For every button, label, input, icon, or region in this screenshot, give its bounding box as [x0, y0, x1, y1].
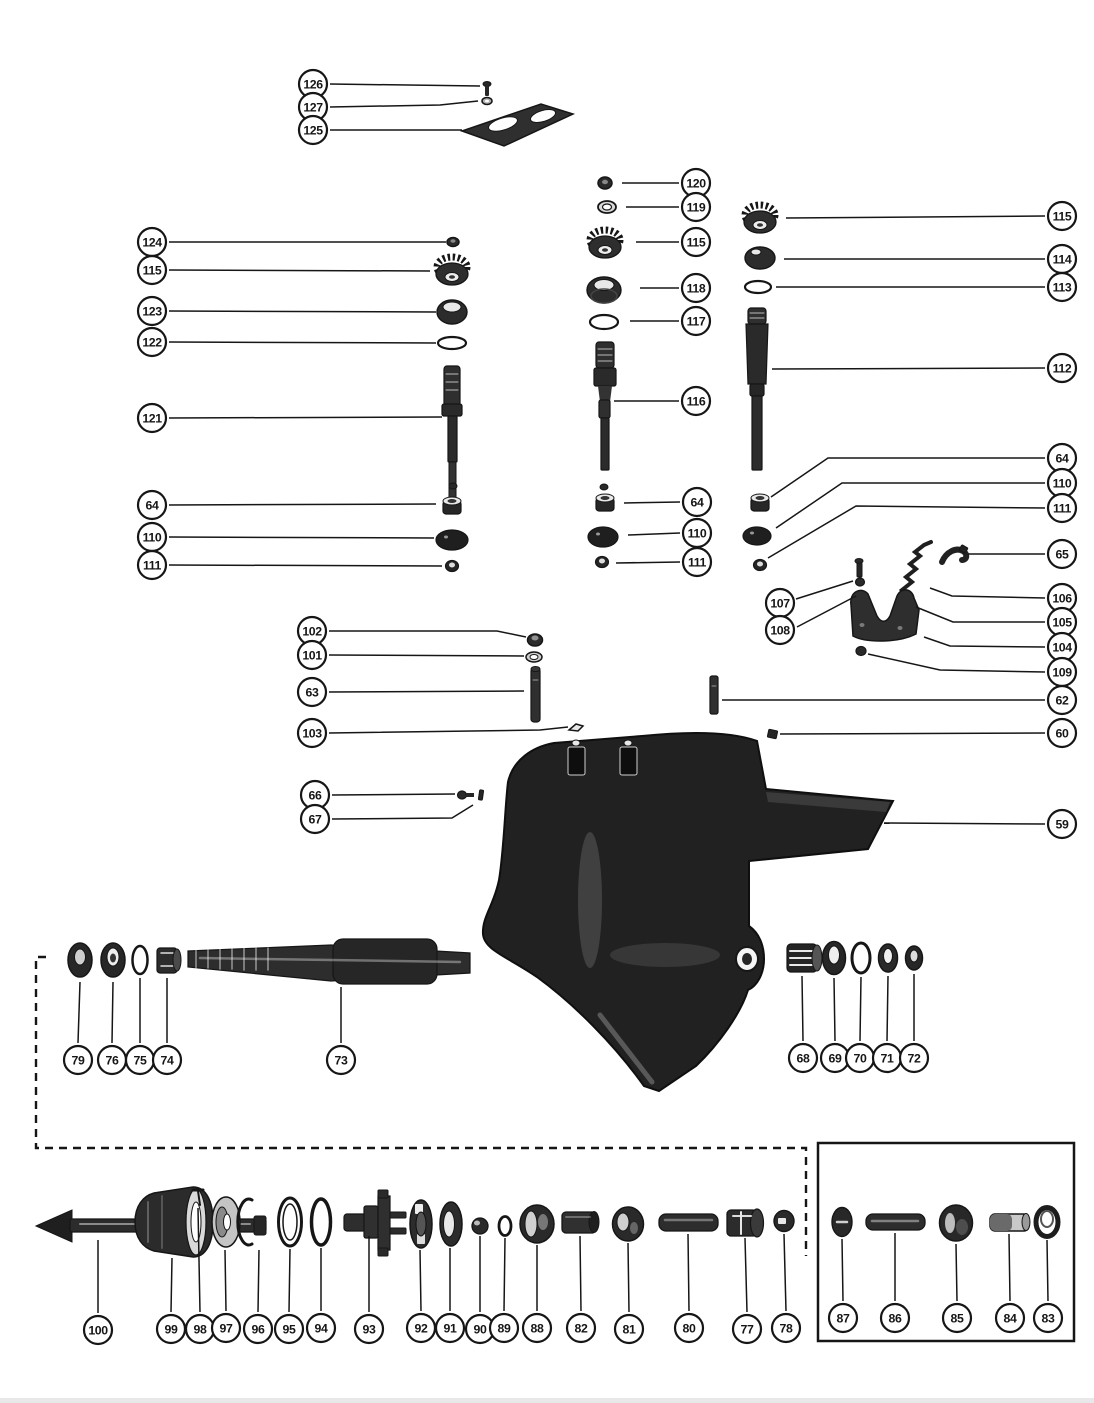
callout-number: 127	[303, 100, 323, 115]
callout-number: 75	[133, 1053, 147, 1068]
leader-line	[1009, 1234, 1010, 1301]
part-seal-111-left	[446, 561, 459, 572]
callout-number: 88	[530, 1321, 544, 1336]
leader-line	[258, 1250, 259, 1312]
callout-number: 108	[770, 623, 790, 638]
part-roller-pin-80	[659, 1214, 718, 1231]
part-taper-bearing-110-right	[743, 527, 771, 545]
callout-number: 80	[682, 1321, 696, 1336]
part-water-pump-washer	[482, 98, 492, 105]
callout-number: 93	[362, 1322, 376, 1337]
leader-line	[332, 794, 455, 795]
part-taper-bearing-110-mid	[588, 527, 618, 547]
callout-number: 64	[145, 498, 159, 513]
callout-number: 116	[686, 394, 706, 409]
leader-line	[624, 502, 680, 503]
callout-number: 105	[1052, 615, 1072, 630]
leader-line	[780, 733, 1045, 734]
callout-number: 86	[888, 1311, 902, 1326]
part-block-60	[767, 729, 777, 739]
part-pinion-nut-120	[598, 177, 612, 189]
callout-number: 107	[770, 596, 790, 611]
part-bearing-114	[745, 247, 775, 269]
part-dowel-pin-62	[710, 676, 718, 714]
callout-number: 79	[71, 1053, 85, 1068]
part-taper-bearing-110-left	[436, 530, 468, 550]
callout-number: 96	[251, 1322, 265, 1337]
leader-line	[171, 1258, 172, 1312]
leader-line	[772, 368, 1045, 369]
leader-line	[860, 977, 861, 1041]
callout-number: 91	[443, 1321, 457, 1336]
part-washer-119	[598, 201, 616, 213]
callout-number: 123	[142, 304, 162, 319]
part-gear-85	[940, 1205, 973, 1241]
callout-number: 118	[686, 281, 706, 296]
callout-number: 77	[740, 1322, 754, 1337]
callout-number: 69	[828, 1051, 842, 1066]
callout-number: 111	[1053, 501, 1071, 516]
leader-line	[169, 537, 434, 538]
leader-line	[169, 270, 430, 271]
callout-number: 64	[690, 495, 704, 510]
part-sleeve-77	[727, 1209, 764, 1237]
part-pinion-nut-124	[447, 238, 459, 247]
callout-number: 83	[1041, 1311, 1055, 1326]
part-bearing-69	[823, 942, 846, 975]
callout-number: 95	[282, 1322, 296, 1337]
callout-number: 111	[143, 558, 161, 573]
part-bushing-82	[562, 1212, 599, 1234]
callout-number: 99	[164, 1322, 178, 1337]
callout-number: 126	[303, 77, 323, 92]
part-gear-81	[613, 1207, 644, 1241]
callout-number: 85	[950, 1311, 964, 1326]
callout-number: 114	[1052, 252, 1072, 267]
leader-line	[887, 976, 888, 1041]
leader-line	[169, 311, 436, 312]
part-bearing-123	[437, 300, 467, 324]
callout-number: 122	[142, 335, 162, 350]
callout-number: 92	[414, 1321, 428, 1336]
leader-line	[225, 1250, 226, 1311]
part-nut-108	[856, 578, 865, 586]
callout-number: 68	[796, 1051, 810, 1066]
callout-number: 109	[1052, 665, 1072, 680]
callout-number: 60	[1055, 726, 1069, 741]
callout-number: 113	[1052, 280, 1072, 295]
callout-number: 72	[907, 1051, 921, 1066]
part-ring-71	[879, 944, 898, 972]
callout-number: 73	[334, 1053, 348, 1068]
part-hub-97	[212, 1197, 240, 1247]
leader-line	[420, 1250, 421, 1311]
part-pin-67	[478, 790, 483, 800]
leader-line	[834, 978, 835, 1041]
callout-number: 112	[1052, 361, 1072, 376]
callout-number: 110	[687, 526, 707, 541]
callout-number: 71	[880, 1051, 894, 1066]
part-washer-101	[526, 652, 542, 662]
part-barrel-87	[832, 1208, 852, 1237]
part-bearing-76	[101, 943, 125, 977]
leader-line	[616, 562, 680, 563]
callout-number: 104	[1052, 640, 1072, 655]
callout-number: 115	[1052, 209, 1072, 224]
part-pin-84	[990, 1214, 1030, 1232]
callout-number: 70	[853, 1051, 867, 1066]
part-dowel-pin-63	[531, 667, 540, 723]
callout-number: 78	[779, 1321, 793, 1336]
callout-number: 124	[142, 235, 162, 250]
part-thrust-cone-99	[135, 1187, 213, 1257]
callout-number: 66	[308, 788, 322, 803]
part-seal-111-mid	[596, 557, 609, 568]
part-bearing-118	[587, 277, 621, 303]
leader-line	[169, 504, 436, 505]
callout-number: 81	[622, 1322, 636, 1337]
part-seal-79	[68, 943, 92, 977]
part-bearing-cup-64-mid	[596, 494, 614, 511]
callout-number: 111	[688, 555, 706, 570]
leader-line	[1047, 1240, 1048, 1301]
callout-number: 120	[686, 176, 706, 191]
part-clutch-disc-92	[410, 1200, 432, 1248]
callout-number: 125	[303, 123, 323, 138]
part-nut-109	[856, 647, 866, 656]
callout-number: 97	[219, 1321, 233, 1336]
callout-number: 110	[1052, 476, 1072, 491]
leader-line	[329, 655, 524, 656]
part-small-nut-left	[449, 483, 457, 489]
callout-number: 65	[1055, 547, 1069, 562]
part-bearing-74	[157, 948, 181, 973]
leader-line	[842, 1239, 843, 1301]
callout-number: 115	[142, 263, 162, 278]
leader-line	[884, 823, 1045, 824]
callout-number: 121	[142, 411, 162, 426]
callout-number: 87	[836, 1311, 850, 1326]
callout-number: 63	[305, 685, 319, 700]
callout-number: 64	[1055, 451, 1069, 466]
part-nut-102	[528, 634, 543, 646]
leader-line	[956, 1244, 957, 1301]
leader-line	[688, 1234, 689, 1311]
leader-line	[504, 1238, 505, 1311]
part-seal-111-right	[754, 560, 767, 571]
callout-number: 110	[142, 530, 162, 545]
part-roller-cage-68	[787, 944, 822, 972]
callout-number: 62	[1055, 693, 1069, 708]
callout-number: 76	[105, 1053, 119, 1068]
callout-number: 115	[686, 235, 706, 250]
callout-number: 84	[1003, 1311, 1017, 1326]
callout-number: 82	[574, 1321, 588, 1336]
part-clutch-disc-91	[440, 1202, 462, 1246]
callout-number: 117	[686, 314, 706, 329]
callout-number: 59	[1055, 817, 1069, 832]
part-cap-78	[774, 1211, 794, 1232]
leader-line	[580, 1236, 581, 1311]
part-bearing-cup-64-right	[751, 494, 769, 511]
part-bearing-cup-64-left	[443, 497, 461, 514]
leader-line	[169, 342, 436, 343]
leader-line	[802, 976, 803, 1041]
callout-number: 94	[314, 1321, 328, 1336]
callout-number: 100	[88, 1323, 108, 1338]
callout-number: 67	[308, 812, 322, 827]
callout-number: 89	[497, 1321, 511, 1336]
part-small-nut-mid	[600, 484, 608, 490]
leader-line	[329, 691, 524, 692]
part-ball-90	[472, 1218, 488, 1234]
callout-number: 101	[302, 648, 322, 663]
callout-number: 90	[473, 1322, 487, 1337]
part-gear-88	[520, 1205, 554, 1243]
callout-number: 103	[302, 726, 322, 741]
leader-line	[169, 417, 442, 418]
leader-line	[169, 565, 442, 566]
callout-number: 102	[302, 624, 322, 639]
callout-number: 98	[193, 1322, 207, 1337]
leader-line	[628, 1243, 629, 1312]
part-pin-86	[866, 1214, 925, 1230]
leader-line	[289, 1249, 290, 1312]
callout-number: 74	[160, 1053, 174, 1068]
callout-number: 106	[1052, 591, 1072, 606]
callout-number: 119	[686, 200, 706, 215]
part-seal-72	[906, 946, 923, 970]
leader-line	[112, 982, 113, 1043]
